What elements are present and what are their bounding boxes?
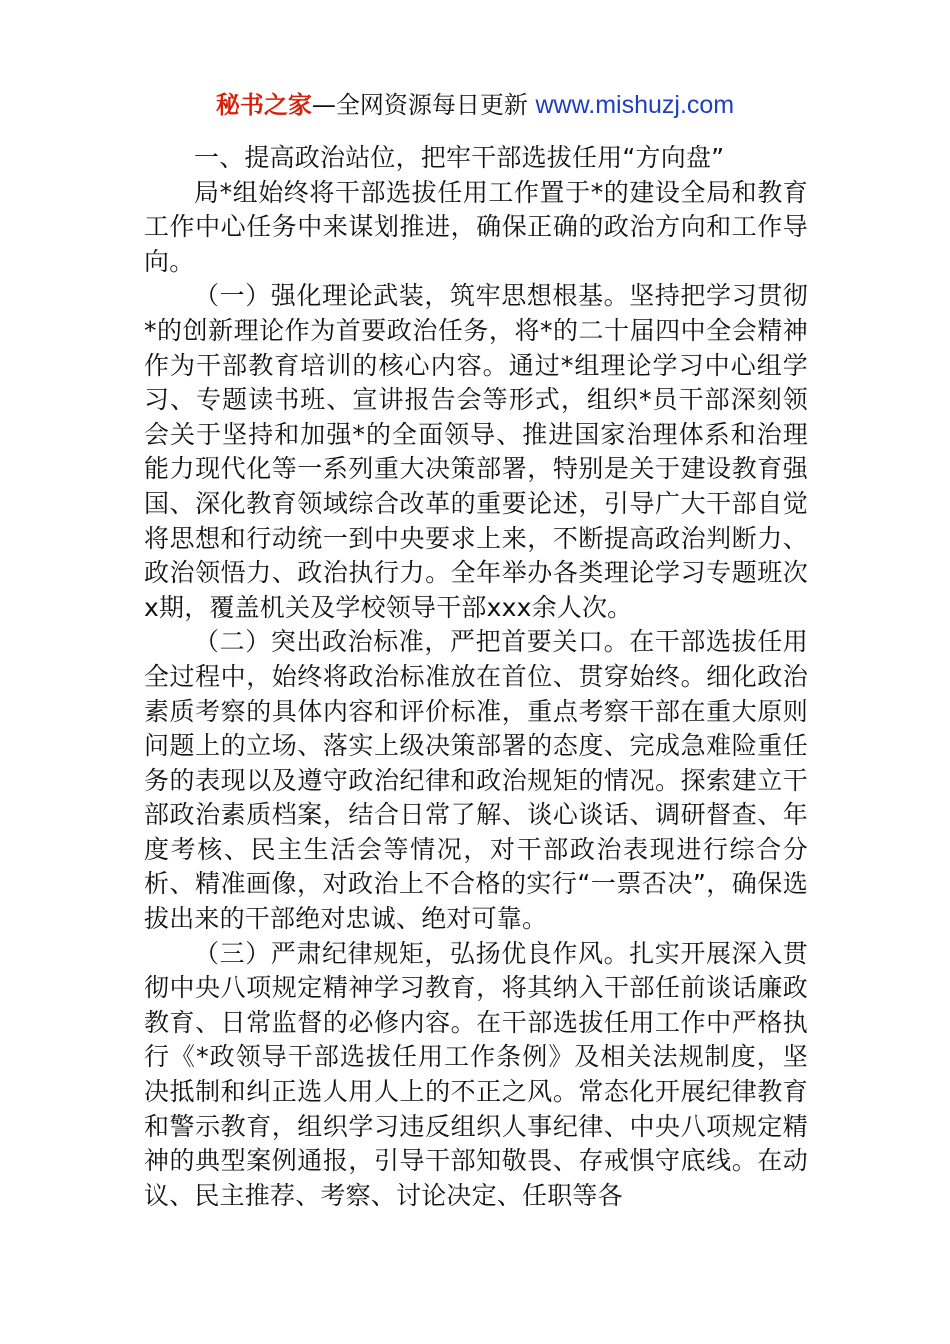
intro-paragraph: 局*组始终将干部选拔任用工作置于*的建设全局和教育工作中心任务中来谋划推进，确保正确的政治方向和工作导向。 — [144, 177, 808, 276]
site-tagline: —全网资源每日更新 — [311, 91, 536, 119]
section-heading: 一、提高政治站位，把牢干部选拔任用“方向盘” — [194, 143, 725, 172]
site-url-link[interactable]: www.mishuzj.com — [535, 91, 735, 119]
paragraph-theory-study: （一）强化理论武装，筑牢思想根基。坚持把学习贯彻*的创新理论作为首要政治任务，将*的二十届四中全会精神作为干部教育培训的核心内容。通过*组理论学习中心组学习、专题读书班、宣讲报告会等形式，组织*员干部深刻领会关于坚持和加强*的全面领导、推进国家治理体系和治理能力现代化等一系列重大决策部署，特别是关于建设教育强国、深化教育领域综合改革的重要论述，引导广大干部自觉将思想和行动统一到中央要求上来，不断提高政治判断力、政治领悟力、政治执行力。全年举办各类理论学习专题班次x期，覆盖机关及学校领导干部xxx余人次。 — [144, 281, 808, 622]
site-brand: 秘书之家 — [215, 91, 312, 119]
paragraph-discipline: （三）严肃纪律规矩，弘扬优良作风。扎实开展深入贯彻中央八项规定精神学习教育，将其纳入干部任前谈话廉政教育、日常监督的必修内容。在干部选拔任用工作中严格执行《*政领导干部选拔任用工作条例》及相关法规制度，坚决抵制和纠正选人用人上的不正之风。常态化开展纪律教育和警示教育，组织学习违反组织人事纪律、中央八项规定精神的典型案例通报，引导干部知敬畏、存戒惧守底线。在动议、民主推荐、考察、讨论决定、任职等各 — [144, 938, 808, 1210]
document-body — [144, 141, 808, 1213]
page-header — [0, 88, 950, 122]
paragraph-political-standard: （二）突出政治标准，严把首要关口。在干部选拔任用全过程中，始终将政治标准放在首位、贯穿始终。细化政治素质考察的具体内容和评价标准，重点考察干部在重大原则问题上的立场、落实上级决策部署的态度、完成急难险重任务的表现以及遵守政治纪律和政治规矩的情况。探索建立干部政治素质档案，结合日常了解、谈心谈话、调研督查、年度考核、民主生活会等情况，对干部政治表现进行综合分析、精准画像，对政治上不合格的实行“一票否决”，确保选拔出来的干部绝对忠诚、绝对可靠。 — [144, 627, 808, 934]
